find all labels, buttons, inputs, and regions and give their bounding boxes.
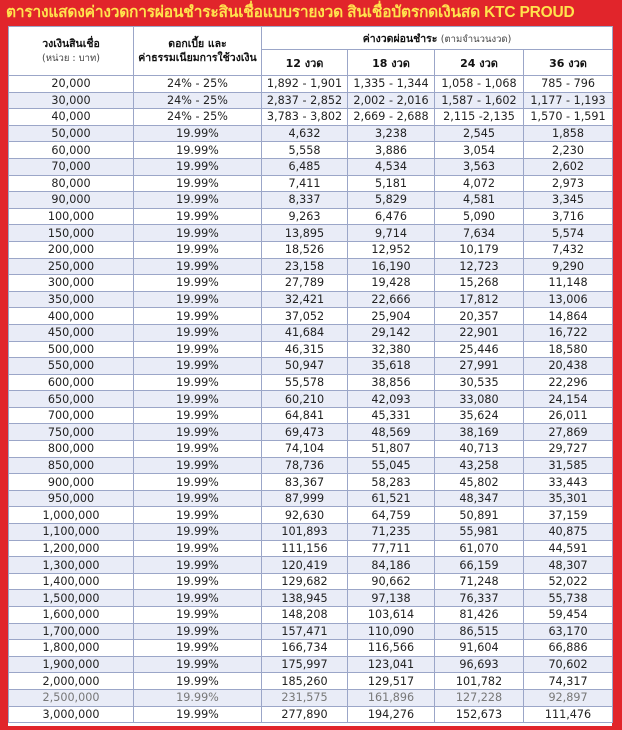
cell-24-installments: 35,624 [435, 407, 524, 424]
cell-12-installments: 129,682 [262, 573, 348, 590]
cell-12-installments: 92,630 [262, 507, 348, 524]
cell-amount: 1,000,000 [9, 507, 134, 524]
table-row [9, 92, 613, 109]
table-row [9, 573, 613, 590]
cell-amount: 70,000 [9, 158, 134, 175]
cell-24-installments: 4,581 [435, 192, 524, 209]
cell-18-installments: 3,238 [348, 125, 435, 142]
cell-rate: 19.99% [134, 358, 262, 375]
cell-12-installments: 277,890 [262, 706, 348, 723]
cell-36-installments: 24,154 [524, 391, 613, 408]
cell-24-installments: 30,535 [435, 374, 524, 391]
cell-18-installments: 19,428 [348, 275, 435, 292]
table-row [9, 424, 613, 441]
cell-amount: 1,700,000 [9, 623, 134, 640]
cell-36-installments: 26,011 [524, 407, 613, 424]
table-row [9, 656, 613, 673]
cell-36-installments: 3,345 [524, 192, 613, 209]
table-row [9, 507, 613, 524]
cell-36-installments: 31,585 [524, 457, 613, 474]
cell-18-installments: 29,142 [348, 324, 435, 341]
cell-12-installments: 9,263 [262, 208, 348, 225]
cell-18-installments: 123,041 [348, 656, 435, 673]
cell-24-installments: 66,159 [435, 557, 524, 574]
table-row [9, 225, 613, 242]
page-title: ตารางแสดงค่างวดการผ่อนชำระสินเชื่อแบบรายงวด สินเชื่อบัตรกดเงินสด KTC PROUD [6, 4, 575, 21]
cell-rate: 19.99% [134, 590, 262, 607]
cell-36-installments: 74,317 [524, 673, 613, 690]
cell-12-installments: 101,893 [262, 524, 348, 541]
cell-36-installments: 40,875 [524, 524, 613, 541]
cell-amount: 20,000 [9, 76, 134, 93]
cell-12-installments: 7,411 [262, 175, 348, 192]
cell-12-installments: 46,315 [262, 341, 348, 358]
cell-rate: 19.99% [134, 573, 262, 590]
table-row [9, 291, 613, 308]
cell-18-installments: 2,002 - 2,016 [348, 92, 435, 109]
cell-24-installments: 20,357 [435, 308, 524, 325]
cell-12-installments: 157,471 [262, 623, 348, 640]
cell-24-installments: 45,802 [435, 474, 524, 491]
cell-rate: 19.99% [134, 607, 262, 624]
cell-24-installments: 5,090 [435, 208, 524, 225]
cell-amount: 1,800,000 [9, 640, 134, 657]
cell-18-installments: 110,090 [348, 623, 435, 640]
column-header-term-24: 24 งวด [435, 50, 524, 76]
cell-rate: 19.99% [134, 441, 262, 458]
cell-24-installments: 12,723 [435, 258, 524, 275]
cell-12-installments: 64,841 [262, 407, 348, 424]
cell-amount: 1,200,000 [9, 540, 134, 557]
cell-36-installments: 16,722 [524, 324, 613, 341]
cell-12-installments: 5,558 [262, 142, 348, 159]
cell-18-installments: 12,952 [348, 241, 435, 258]
cell-18-installments: 48,569 [348, 424, 435, 441]
cell-18-installments: 51,807 [348, 441, 435, 458]
cell-36-installments: 2,973 [524, 175, 613, 192]
column-header-installments [262, 27, 613, 50]
cell-24-installments: 81,426 [435, 607, 524, 624]
cell-24-installments: 7,634 [435, 225, 524, 242]
cell-24-installments: 25,446 [435, 341, 524, 358]
cell-amount: 1,600,000 [9, 607, 134, 624]
table-row [9, 125, 613, 142]
cell-36-installments: 52,022 [524, 573, 613, 590]
cell-rate: 19.99% [134, 391, 262, 408]
cell-36-installments: 18,580 [524, 341, 613, 358]
table-row [9, 109, 613, 126]
table-row [9, 540, 613, 557]
cell-amount: 500,000 [9, 341, 134, 358]
cell-36-installments: 70,602 [524, 656, 613, 673]
cell-18-installments: 194,276 [348, 706, 435, 723]
cell-18-installments: 61,521 [348, 490, 435, 507]
cell-rate: 19.99% [134, 689, 262, 706]
cell-12-installments: 6,485 [262, 158, 348, 175]
cell-12-installments: 1,892 - 1,901 [262, 76, 348, 93]
table-row [9, 623, 613, 640]
cell-36-installments: 59,454 [524, 607, 613, 624]
cell-rate: 19.99% [134, 208, 262, 225]
cell-18-installments: 32,380 [348, 341, 435, 358]
cell-amount: 600,000 [9, 374, 134, 391]
table-row [9, 590, 613, 607]
table-row [9, 158, 613, 175]
cell-18-installments: 42,093 [348, 391, 435, 408]
cell-rate: 19.99% [134, 706, 262, 723]
cell-12-installments: 37,052 [262, 308, 348, 325]
cell-amount: 200,000 [9, 241, 134, 258]
cell-36-installments: 2,602 [524, 158, 613, 175]
cell-36-installments: 66,886 [524, 640, 613, 657]
cell-18-installments: 77,711 [348, 540, 435, 557]
cell-rate: 19.99% [134, 125, 262, 142]
cell-24-installments: 1,587 - 1,602 [435, 92, 524, 109]
cell-amount: 700,000 [9, 407, 134, 424]
cell-12-installments: 185,260 [262, 673, 348, 690]
cell-12-installments: 83,367 [262, 474, 348, 491]
installment-header-label: ค่างวดผ่อนชำระ [362, 32, 438, 45]
cell-24-installments: 2,545 [435, 125, 524, 142]
cell-12-installments: 60,210 [262, 391, 348, 408]
cell-12-installments: 23,158 [262, 258, 348, 275]
table-row [9, 142, 613, 159]
column-header-amount [9, 27, 134, 76]
cell-36-installments: 13,006 [524, 291, 613, 308]
table-row [9, 175, 613, 192]
table-row [9, 457, 613, 474]
cell-18-installments: 9,714 [348, 225, 435, 242]
cell-36-installments: 1,858 [524, 125, 613, 142]
column-header-term-18: 18 งวด [348, 50, 435, 76]
cell-18-installments: 103,614 [348, 607, 435, 624]
cell-24-installments: 27,991 [435, 358, 524, 375]
cell-amount: 100,000 [9, 208, 134, 225]
cell-24-installments: 55,981 [435, 524, 524, 541]
cell-12-installments: 87,999 [262, 490, 348, 507]
cell-12-installments: 8,337 [262, 192, 348, 209]
cell-12-installments: 74,104 [262, 441, 348, 458]
cell-12-installments: 78,736 [262, 457, 348, 474]
table-row [9, 474, 613, 491]
table-row [9, 374, 613, 391]
cell-amount: 300,000 [9, 275, 134, 292]
cell-24-installments: 76,337 [435, 590, 524, 607]
cell-rate: 24% - 25% [134, 76, 262, 93]
cell-18-installments: 90,662 [348, 573, 435, 590]
cell-24-installments: 152,673 [435, 706, 524, 723]
table-row [9, 673, 613, 690]
cell-amount: 1,500,000 [9, 590, 134, 607]
cell-12-installments: 27,789 [262, 275, 348, 292]
cell-rate: 19.99% [134, 656, 262, 673]
column-header-rate-label-2: ค่าธรรมเนียมการใช้วงเงิน [138, 52, 257, 64]
table-row [9, 192, 613, 209]
cell-12-installments: 55,578 [262, 374, 348, 391]
cell-amount: 2,500,000 [9, 689, 134, 706]
cell-rate: 19.99% [134, 524, 262, 541]
cell-rate: 24% - 25% [134, 109, 262, 126]
cell-12-installments: 32,421 [262, 291, 348, 308]
cell-amount: 400,000 [9, 308, 134, 325]
cell-rate: 19.99% [134, 308, 262, 325]
cell-24-installments: 15,268 [435, 275, 524, 292]
cell-24-installments: 3,054 [435, 142, 524, 159]
cell-rate: 24% - 25% [134, 92, 262, 109]
cell-36-installments: 35,301 [524, 490, 613, 507]
cell-18-installments: 1,335 - 1,344 [348, 76, 435, 93]
table-body [9, 76, 613, 723]
cell-rate: 19.99% [134, 490, 262, 507]
cell-rate: 19.99% [134, 507, 262, 524]
cell-rate: 19.99% [134, 192, 262, 209]
table-row [9, 341, 613, 358]
cell-amount: 750,000 [9, 424, 134, 441]
table-row [9, 524, 613, 541]
cell-36-installments: 20,438 [524, 358, 613, 375]
cell-18-installments: 22,666 [348, 291, 435, 308]
cell-amount: 900,000 [9, 474, 134, 491]
cell-18-installments: 16,190 [348, 258, 435, 275]
cell-36-installments: 14,864 [524, 308, 613, 325]
cell-18-installments: 129,517 [348, 673, 435, 690]
cell-rate: 19.99% [134, 225, 262, 242]
cell-18-installments: 5,829 [348, 192, 435, 209]
cell-24-installments: 43,258 [435, 457, 524, 474]
table-row [9, 358, 613, 375]
installment-table [8, 26, 613, 723]
cell-18-installments: 64,759 [348, 507, 435, 524]
cell-18-installments: 2,669 - 2,688 [348, 109, 435, 126]
cell-24-installments: 71,248 [435, 573, 524, 590]
cell-amount: 150,000 [9, 225, 134, 242]
table-row [9, 557, 613, 574]
cell-rate: 19.99% [134, 407, 262, 424]
cell-rate: 19.99% [134, 424, 262, 441]
cell-amount: 60,000 [9, 142, 134, 159]
table-row [9, 640, 613, 657]
table-row [9, 689, 613, 706]
table-row [9, 490, 613, 507]
cell-rate: 19.99% [134, 474, 262, 491]
cell-24-installments: 1,058 - 1,068 [435, 76, 524, 93]
installment-table-container [8, 26, 612, 726]
cell-36-installments: 7,432 [524, 241, 613, 258]
cell-36-installments: 44,591 [524, 540, 613, 557]
cell-24-installments: 22,901 [435, 324, 524, 341]
title-banner [0, 0, 622, 26]
cell-amount: 1,400,000 [9, 573, 134, 590]
cell-24-installments: 48,347 [435, 490, 524, 507]
column-header-amount-unit: (หน่วย : บาท) [42, 52, 100, 64]
cell-rate: 19.99% [134, 258, 262, 275]
cell-36-installments: 9,290 [524, 258, 613, 275]
cell-12-installments: 166,734 [262, 640, 348, 657]
cell-24-installments: 33,080 [435, 391, 524, 408]
cell-36-installments: 111,476 [524, 706, 613, 723]
cell-24-installments: 17,812 [435, 291, 524, 308]
cell-36-installments: 11,148 [524, 275, 613, 292]
column-header-term-36: 36 งวด [524, 50, 613, 76]
cell-36-installments: 2,230 [524, 142, 613, 159]
cell-rate: 19.99% [134, 142, 262, 159]
cell-rate: 19.99% [134, 241, 262, 258]
table-row [9, 706, 613, 723]
cell-24-installments: 38,169 [435, 424, 524, 441]
cell-12-installments: 111,156 [262, 540, 348, 557]
cell-amount: 950,000 [9, 490, 134, 507]
cell-rate: 19.99% [134, 623, 262, 640]
cell-rate: 19.99% [134, 374, 262, 391]
cell-rate: 19.99% [134, 640, 262, 657]
table-row [9, 441, 613, 458]
cell-12-installments: 69,473 [262, 424, 348, 441]
cell-18-installments: 116,566 [348, 640, 435, 657]
cell-18-installments: 55,045 [348, 457, 435, 474]
table-row [9, 324, 613, 341]
cell-amount: 90,000 [9, 192, 134, 209]
cell-18-installments: 5,181 [348, 175, 435, 192]
cell-rate: 19.99% [134, 540, 262, 557]
cell-amount: 2,000,000 [9, 673, 134, 690]
cell-36-installments: 785 - 796 [524, 76, 613, 93]
cell-12-installments: 138,945 [262, 590, 348, 607]
cell-12-installments: 4,632 [262, 125, 348, 142]
cell-18-installments: 3,886 [348, 142, 435, 159]
installment-header-note: (ตามจำนวนงวด) [440, 33, 512, 45]
cell-amount: 50,000 [9, 125, 134, 142]
cell-36-installments: 3,716 [524, 208, 613, 225]
column-header-rate [134, 27, 262, 76]
table-row [9, 258, 613, 275]
cell-24-installments: 101,782 [435, 673, 524, 690]
cell-amount: 40,000 [9, 109, 134, 126]
cell-amount: 3,000,000 [9, 706, 134, 723]
cell-24-installments: 96,693 [435, 656, 524, 673]
cell-18-installments: 71,235 [348, 524, 435, 541]
cell-rate: 19.99% [134, 673, 262, 690]
cell-amount: 250,000 [9, 258, 134, 275]
cell-24-installments: 10,179 [435, 241, 524, 258]
cell-24-installments: 3,563 [435, 158, 524, 175]
cell-18-installments: 6,476 [348, 208, 435, 225]
cell-amount: 450,000 [9, 324, 134, 341]
cell-12-installments: 50,947 [262, 358, 348, 375]
cell-rate: 19.99% [134, 324, 262, 341]
cell-amount: 80,000 [9, 175, 134, 192]
cell-amount: 550,000 [9, 358, 134, 375]
cell-12-installments: 41,684 [262, 324, 348, 341]
cell-36-installments: 22,296 [524, 374, 613, 391]
column-header-amount-label: วงเงินสินเชื่อ [42, 37, 100, 50]
cell-amount: 650,000 [9, 391, 134, 408]
cell-rate: 19.99% [134, 557, 262, 574]
cell-rate: 19.99% [134, 158, 262, 175]
cell-amount: 350,000 [9, 291, 134, 308]
table-row [9, 275, 613, 292]
cell-24-installments: 86,515 [435, 623, 524, 640]
table-row [9, 607, 613, 624]
cell-18-installments: 38,856 [348, 374, 435, 391]
cell-18-installments: 84,186 [348, 557, 435, 574]
cell-24-installments: 2,115 -2,135 [435, 109, 524, 126]
cell-amount: 1,900,000 [9, 656, 134, 673]
cell-rate: 19.99% [134, 341, 262, 358]
table-row [9, 308, 613, 325]
cell-amount: 1,100,000 [9, 524, 134, 541]
cell-12-installments: 2,837 - 2,852 [262, 92, 348, 109]
cell-24-installments: 40,713 [435, 441, 524, 458]
table-row [9, 208, 613, 225]
cell-36-installments: 37,159 [524, 507, 613, 524]
cell-36-installments: 33,443 [524, 474, 613, 491]
cell-36-installments: 48,307 [524, 557, 613, 574]
cell-amount: 30,000 [9, 92, 134, 109]
cell-12-installments: 3,783 - 3,802 [262, 109, 348, 126]
cell-24-installments: 4,072 [435, 175, 524, 192]
cell-amount: 1,300,000 [9, 557, 134, 574]
cell-rate: 19.99% [134, 457, 262, 474]
cell-18-installments: 58,283 [348, 474, 435, 491]
table-row [9, 391, 613, 408]
cell-rate: 19.99% [134, 175, 262, 192]
cell-12-installments: 18,526 [262, 241, 348, 258]
cell-12-installments: 231,575 [262, 689, 348, 706]
cell-36-installments: 27,869 [524, 424, 613, 441]
cell-rate: 19.99% [134, 291, 262, 308]
cell-18-installments: 35,618 [348, 358, 435, 375]
cell-36-installments: 5,574 [524, 225, 613, 242]
cell-24-installments: 127,228 [435, 689, 524, 706]
table-row [9, 241, 613, 258]
cell-36-installments: 92,897 [524, 689, 613, 706]
cell-12-installments: 120,419 [262, 557, 348, 574]
cell-36-installments: 63,170 [524, 623, 613, 640]
cell-18-installments: 161,896 [348, 689, 435, 706]
cell-18-installments: 4,534 [348, 158, 435, 175]
cell-36-installments: 29,727 [524, 441, 613, 458]
table-row [9, 407, 613, 424]
cell-36-installments: 1,177 - 1,193 [524, 92, 613, 109]
cell-36-installments: 1,570 - 1,591 [524, 109, 613, 126]
column-header-rate-label-1: ดอกเบี้ย และ [168, 38, 227, 50]
cell-12-installments: 13,895 [262, 225, 348, 242]
cell-amount: 800,000 [9, 441, 134, 458]
cell-24-installments: 61,070 [435, 540, 524, 557]
table-row [9, 76, 613, 93]
cell-18-installments: 45,331 [348, 407, 435, 424]
cell-24-installments: 91,604 [435, 640, 524, 657]
cell-18-installments: 97,138 [348, 590, 435, 607]
cell-rate: 19.99% [134, 275, 262, 292]
cell-18-installments: 25,904 [348, 308, 435, 325]
cell-36-installments: 55,738 [524, 590, 613, 607]
cell-amount: 850,000 [9, 457, 134, 474]
cell-12-installments: 148,208 [262, 607, 348, 624]
column-header-term-12: 12 งวด [262, 50, 348, 76]
cell-12-installments: 175,997 [262, 656, 348, 673]
cell-24-installments: 50,891 [435, 507, 524, 524]
